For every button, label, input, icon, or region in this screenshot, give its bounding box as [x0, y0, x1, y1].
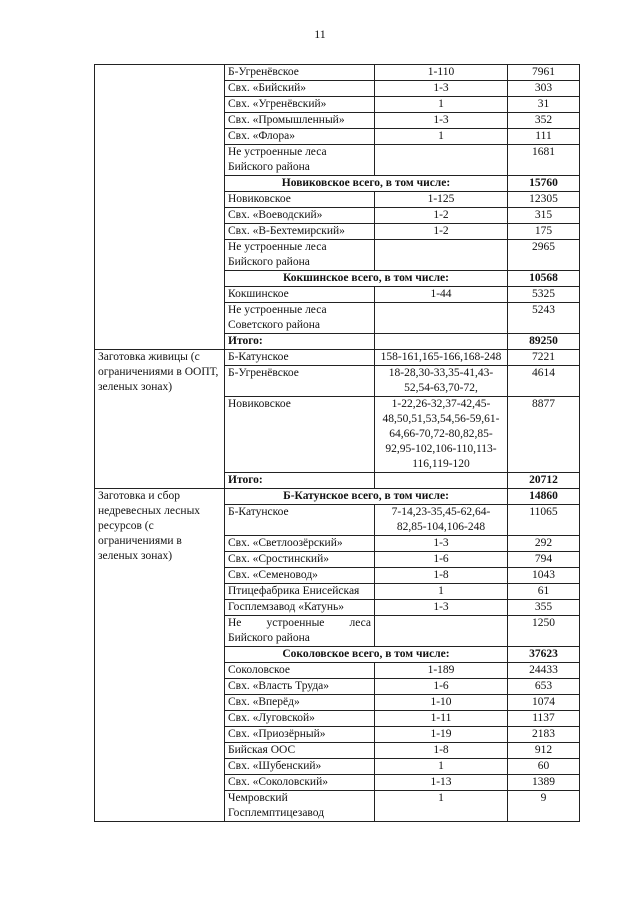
- area-value-cell: 5243: [508, 303, 580, 334]
- subtotal-value: 10568: [508, 271, 580, 287]
- forestry-name-cell: Новиковское: [225, 397, 375, 473]
- quarter-range-cell: 1-3: [375, 600, 508, 616]
- empty-cell: [375, 334, 508, 350]
- subtotal-row: [95, 489, 580, 505]
- quarter-range-cell: 1: [375, 584, 508, 600]
- quarter-range-cell: 1-3: [375, 81, 508, 97]
- subtotal-label: Новиковское всего, в том числе:: [225, 176, 508, 192]
- area-value-cell: 11065: [508, 505, 580, 536]
- quarter-range-cell: 1-6: [375, 552, 508, 568]
- quarter-range-cell: 18-28,30-33,35-41,43-52,54-63,70-72,: [375, 366, 508, 397]
- area-value-cell: 60: [508, 759, 580, 775]
- forestry-name-cell: Не устроенные леса Советского района: [225, 303, 375, 334]
- quarter-range-cell: 1-125: [375, 192, 508, 208]
- total-label: Итого:: [225, 334, 375, 350]
- subtotal-label: Б-Катунское всего, в том числе:: [225, 489, 508, 505]
- total-value: 20712: [508, 473, 580, 489]
- quarter-range-cell: [375, 240, 508, 271]
- area-value-cell: 2965: [508, 240, 580, 271]
- table-row: [95, 65, 580, 81]
- quarter-range-cell: 1-110: [375, 65, 508, 81]
- area-value-cell: 1389: [508, 775, 580, 791]
- quarter-range-cell: 1-2: [375, 224, 508, 240]
- empty-cell: [375, 473, 508, 489]
- area-value-cell: 2183: [508, 727, 580, 743]
- area-value-cell: 61: [508, 584, 580, 600]
- area-value-cell: 352: [508, 113, 580, 129]
- quarter-range-cell: [375, 145, 508, 176]
- forestry-name-cell: Новиковское: [225, 192, 375, 208]
- page-number: 11: [314, 27, 326, 41]
- quarter-range-cell: 1-6: [375, 679, 508, 695]
- forestry-name-cell: Свх. «Семеновод»: [225, 568, 375, 584]
- forestry-name-cell: Свх. «Флора»: [225, 129, 375, 145]
- quarter-range-cell: 1-8: [375, 568, 508, 584]
- area-value-cell: 31: [508, 97, 580, 113]
- area-value-cell: 9: [508, 791, 580, 822]
- quarter-range-cell: 1-11: [375, 711, 508, 727]
- forestry-name-cell: Бийская ООС: [225, 743, 375, 759]
- subtotal-value: 14860: [508, 489, 580, 505]
- forestry-name-cell: Б-Угренёвское: [225, 366, 375, 397]
- forest-allocation-table: [94, 64, 580, 822]
- forestry-name-cell: Свх. «Вперёд»: [225, 695, 375, 711]
- forestry-name-cell: Свх. «Шубенский»: [225, 759, 375, 775]
- area-value-cell: 1681: [508, 145, 580, 176]
- forestry-name-cell: Чемровский Госплемптицезавод: [225, 791, 375, 822]
- quarter-range-cell: 1-13: [375, 775, 508, 791]
- quarter-range-cell: 1-22,26-32,37-42,45-48,50,51,53,54,56-59,61-64,66-70,72-80,82,85-92,95-102,106-110,113-116,119-120: [375, 397, 508, 473]
- area-value-cell: 111: [508, 129, 580, 145]
- forestry-name-cell: Госплемзавод «Катунь»: [225, 600, 375, 616]
- quarter-range-cell: 1-2: [375, 208, 508, 224]
- forestry-name-cell: Не устроенные леса Бийского района: [225, 616, 375, 647]
- area-value-cell: 355: [508, 600, 580, 616]
- forestry-name-cell: Свх. «Воеводский»: [225, 208, 375, 224]
- area-value-cell: 1250: [508, 616, 580, 647]
- quarter-range-cell: 1-189: [375, 663, 508, 679]
- area-value-cell: 794: [508, 552, 580, 568]
- quarter-range-cell: 1: [375, 759, 508, 775]
- area-value-cell: 5325: [508, 287, 580, 303]
- quarter-range-cell: [375, 616, 508, 647]
- quarter-range-cell: [375, 303, 508, 334]
- forestry-name-cell: Птицефабрика Енисейская: [225, 584, 375, 600]
- quarter-range-cell: 1-3: [375, 536, 508, 552]
- forestry-name-cell: Кокшинское: [225, 287, 375, 303]
- area-value-cell: 4614: [508, 366, 580, 397]
- activity-type-cell: Заготовка и сбор недревесных лесных ресурсов (с ограничениями в зеленых зонах): [95, 489, 225, 822]
- forestry-name-cell: Не устроенные леса Бийского района: [225, 240, 375, 271]
- forestry-name-cell: Не устроенные леса Бийского района: [225, 145, 375, 176]
- area-value-cell: 8877: [508, 397, 580, 473]
- quarter-range-cell: 1-19: [375, 727, 508, 743]
- subtotal-value: 37623: [508, 647, 580, 663]
- forestry-name-cell: Свх. «Приозёрный»: [225, 727, 375, 743]
- quarter-range-cell: 1: [375, 791, 508, 822]
- forestry-name-cell: Свх. «Светлоозёрский»: [225, 536, 375, 552]
- forestry-name-cell: Б-Угренёвское: [225, 65, 375, 81]
- subtotal-label: Соколовское всего, в том числе:: [225, 647, 508, 663]
- forestry-name-cell: Б-Катунское: [225, 505, 375, 536]
- area-value-cell: 315: [508, 208, 580, 224]
- subtotal-value: 15760: [508, 176, 580, 192]
- forestry-name-cell: Свх. «Промышленный»: [225, 113, 375, 129]
- forestry-name-cell: Свх. «Бийский»: [225, 81, 375, 97]
- subtotal-label: Кокшинское всего, в том числе:: [225, 271, 508, 287]
- forestry-name-cell: Свх. «Луговской»: [225, 711, 375, 727]
- quarter-range-cell: 1: [375, 129, 508, 145]
- area-value-cell: 7221: [508, 350, 580, 366]
- quarter-range-cell: 158-161,165-166,168-248: [375, 350, 508, 366]
- quarter-range-cell: 1: [375, 97, 508, 113]
- forestry-name-cell: Б-Катунское: [225, 350, 375, 366]
- activity-type-cell: Заготовка живицы (с ограничениями в ООПТ, зеленых зонах): [95, 350, 225, 489]
- area-value-cell: 292: [508, 536, 580, 552]
- area-value-cell: 912: [508, 743, 580, 759]
- quarter-range-cell: 1-3: [375, 113, 508, 129]
- forestry-name-cell: Свх. «Угренёвский»: [225, 97, 375, 113]
- area-value-cell: 175: [508, 224, 580, 240]
- quarter-range-cell: 1-10: [375, 695, 508, 711]
- forestry-name-cell: Соколовское: [225, 663, 375, 679]
- activity-type-cell: [95, 65, 225, 350]
- forestry-name-cell: Свх. «Сростинский»: [225, 552, 375, 568]
- quarter-range-cell: 1-8: [375, 743, 508, 759]
- forestry-name-cell: Свх. «Соколовский»: [225, 775, 375, 791]
- quarter-range-cell: 7-14,23-35,45-62,64-82,85-104,106-248: [375, 505, 508, 536]
- total-value: 89250: [508, 334, 580, 350]
- area-value-cell: 303: [508, 81, 580, 97]
- forestry-name-cell: Свх. «Власть Труда»: [225, 679, 375, 695]
- area-value-cell: 24433: [508, 663, 580, 679]
- area-value-cell: 12305: [508, 192, 580, 208]
- area-value-cell: 1043: [508, 568, 580, 584]
- table-row: [95, 350, 580, 366]
- total-label: Итого:: [225, 473, 375, 489]
- forestry-name-cell: Свх. «В-Бехтемирский»: [225, 224, 375, 240]
- area-value-cell: 1137: [508, 711, 580, 727]
- area-value-cell: 653: [508, 679, 580, 695]
- area-value-cell: 1074: [508, 695, 580, 711]
- area-value-cell: 7961: [508, 65, 580, 81]
- quarter-range-cell: 1-44: [375, 287, 508, 303]
